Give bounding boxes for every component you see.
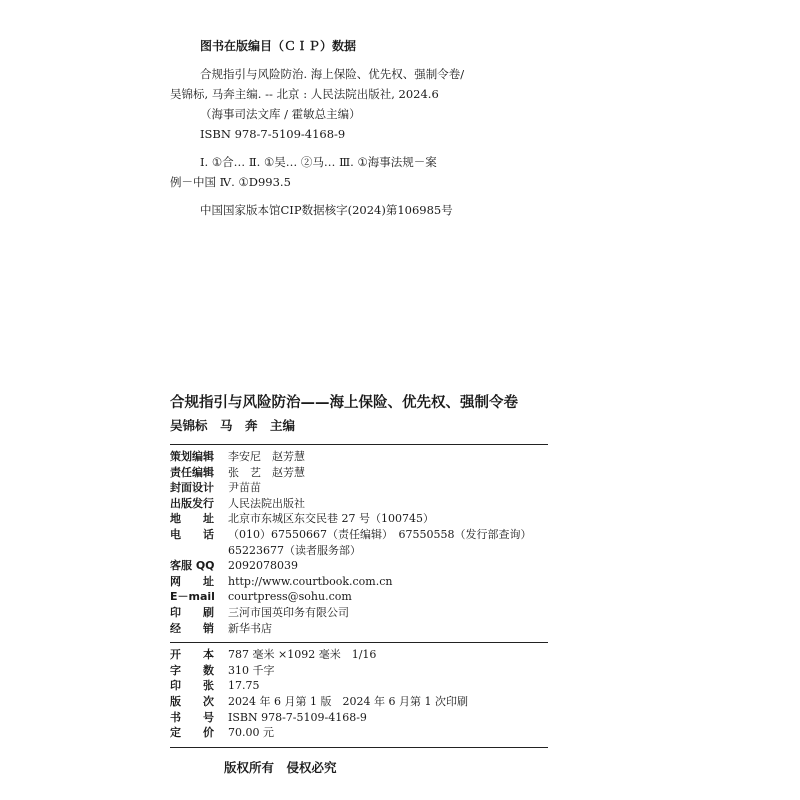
spec-value: 17.75 [228, 679, 260, 693]
credit-row [170, 465, 531, 481]
credit-row [170, 543, 531, 559]
spec-row [170, 647, 468, 663]
credit-row [170, 527, 531, 543]
cip-line: 吴锦标, 马奔主编. -- 北京 : 人民法院出版社, 2024.6 [170, 87, 439, 101]
divider [170, 747, 548, 748]
copyright-info [170, 392, 550, 776]
credits-table [170, 449, 531, 636]
credit-row [170, 589, 531, 605]
credit-value-continued: 65223677（读者服务部） [228, 543, 361, 557]
credit-key: 封面设计 [170, 481, 214, 495]
credit-key: 印 刷 [170, 605, 214, 619]
credit-value: 尹苗苗 [228, 481, 261, 495]
spec-row [170, 663, 468, 679]
spec-key: 书 号 [170, 710, 214, 724]
credit-value: 新华书店 [228, 621, 272, 635]
website-link: http://www.courtbook.com.cn [228, 574, 393, 588]
spec-row [170, 710, 468, 726]
credit-key: 出版发行 [170, 496, 214, 510]
credit-value: 人民法院出版社 [228, 496, 305, 510]
divider [170, 444, 548, 445]
credit-value: 张 艺 赵芳慧 [228, 465, 305, 479]
spec-value: 787 毫米 ×1092 毫米 1/16 [228, 648, 377, 662]
spec-row [170, 678, 468, 694]
spec-key: 定 价 [170, 726, 214, 740]
spec-value: ISBN 978-7-5109-4168-9 [228, 710, 367, 724]
credit-row [170, 605, 531, 621]
credit-value: 三河市国英印务有限公司 [228, 605, 349, 619]
credit-row [170, 621, 531, 637]
credit-value: 北京市东城区东交民巷 27 号（100745） [228, 512, 434, 526]
cip-line: （海事司法文库 / 霍敏总主编） [200, 107, 361, 121]
credit-value: 2092078039 [228, 559, 298, 573]
credit-key: 责任编辑 [170, 465, 214, 479]
spec-key: 开 本 [170, 648, 214, 662]
credit-key: E－mail [170, 590, 215, 604]
spec-key: 版 次 [170, 694, 214, 708]
spec-key: 字 数 [170, 663, 214, 677]
spec-value: 70.00 元 [228, 726, 274, 740]
rights-notice: 版权所有 侵权必究 [224, 759, 337, 775]
spec-row [170, 725, 468, 741]
credit-value: （010）67550667（责任编辑） 67550558（发行部查询） [228, 527, 532, 541]
cip-line: ISBN 978-7-5109-4168-9 [200, 127, 346, 141]
cip-line: 中国国家版本馆CIP数据核字(2024)第106985号 [200, 203, 453, 217]
divider [170, 642, 548, 643]
credit-row [170, 558, 531, 574]
spec-key: 印 张 [170, 679, 214, 693]
credit-row [170, 574, 531, 590]
email-address: courtpress@sohu.com [228, 590, 352, 604]
credit-key: 地 址 [170, 512, 214, 526]
cip-line: 例－中国 Ⅳ. ①D993.5 [170, 175, 291, 189]
spec-value: 2024 年 6 月第 1 版 2024 年 6 月第 1 次印刷 [228, 694, 468, 708]
spec-value: 310 千字 [228, 663, 275, 677]
credit-key: 经 销 [170, 621, 214, 635]
cip-block [170, 36, 550, 220]
spec-row [170, 694, 468, 710]
book-title: 合规指引与风险防治——海上保险、优先权、强制令卷 [170, 395, 518, 411]
specs-table [170, 647, 468, 741]
credit-key: 客服 QQ [170, 559, 215, 573]
credit-value: 李安尼 赵芳慧 [228, 450, 305, 463]
credit-row [170, 511, 531, 527]
credit-row [170, 496, 531, 512]
credit-row [170, 480, 531, 496]
book-editors: 吴锦标 马 奔 主编 [170, 418, 296, 433]
credit-key: 网 址 [170, 574, 214, 588]
cip-title: 图书在版编目（ＣＩＰ）数据 [200, 39, 357, 53]
cip-line: Ⅰ. ①合… Ⅱ. ①吴… ②马… Ⅲ. ①海事法规－案 [200, 155, 437, 169]
credit-key: 电 话 [170, 527, 214, 541]
cip-line: 合规指引与风险防治. 海上保险、优先权、强制令卷/ [200, 67, 465, 81]
credit-row [170, 449, 531, 465]
credit-key: 策划编辑 [170, 450, 214, 463]
